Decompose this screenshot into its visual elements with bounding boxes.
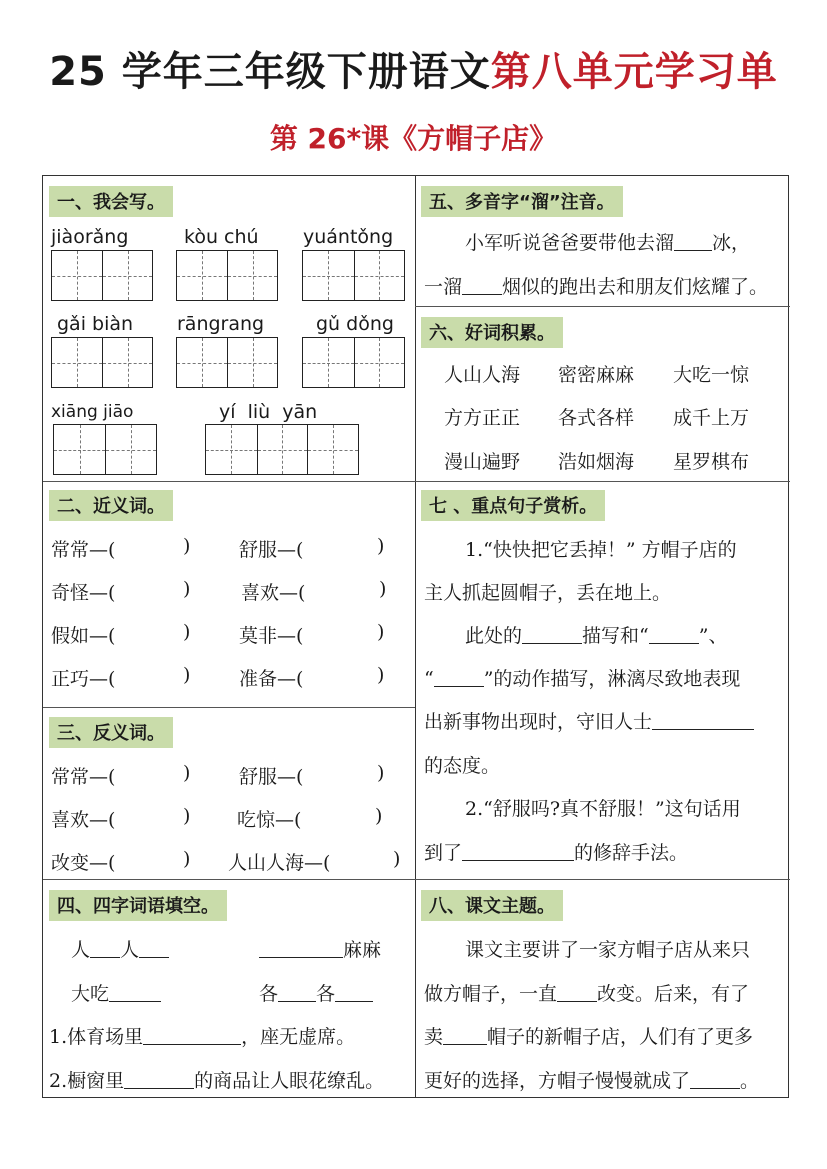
text-line: 2.“舒服吗?真不舒服！”这句话用	[465, 798, 741, 820]
synonym-item: 奇怪—(	[51, 582, 116, 604]
section-heading: 八、课文主题。	[421, 890, 563, 921]
writing-grid[interactable]	[53, 424, 157, 475]
section-heading: 四、四字词语填空。	[49, 890, 227, 921]
synonym-item: 常常—(	[51, 539, 116, 561]
idiom-blank: 大吃	[71, 979, 161, 1006]
word: 人山人海	[444, 364, 521, 386]
text-line: 做方帽子，一直 改变。后来，有了	[424, 983, 750, 1005]
word: 星罗棋布	[673, 451, 750, 473]
sentence-2: 2.橱窗里 的商品让人眼花缭乱。	[49, 1070, 385, 1092]
synonym-item: 舒服—(	[239, 539, 304, 561]
text-line: 课文主要讲了一家方帽子店从来只	[465, 939, 751, 961]
bracket-close: )	[377, 762, 385, 784]
bracket-close: )	[183, 762, 191, 784]
pinyin-label: rāngrang	[177, 313, 265, 335]
row-divider	[43, 707, 415, 708]
section-heading: 二、近义词。	[49, 490, 173, 521]
text-line: 卖 帽子的新帽子店，人们有了更多	[424, 1026, 754, 1048]
bracket-close: )	[183, 621, 191, 643]
pinyin-label: gǔ dǒng	[316, 313, 394, 335]
pinyin-label: jiàorǎng	[51, 226, 129, 248]
pinyin-label: yuántǒng	[303, 226, 394, 248]
section-heading: 七 、重点句子赏析。	[421, 490, 605, 521]
idiom-blank: 麻麻	[259, 935, 381, 962]
pinyin-label: kòu chú	[184, 226, 259, 248]
writing-grid[interactable]	[176, 337, 278, 388]
word: 成千上万	[673, 407, 750, 429]
worksheet-grid	[42, 175, 789, 1098]
antonym-item: 人山人海—(	[228, 852, 331, 874]
synonym-item: 假如—(	[51, 625, 116, 647]
synonym-item: 正巧—(	[51, 668, 116, 690]
bracket-close: )	[183, 664, 191, 686]
text-line: 出新事物出现时，守旧人士	[424, 707, 754, 734]
bracket-close: )	[379, 578, 387, 600]
section-heading: 五、多音字“溜”注音。	[421, 186, 623, 217]
section-heading: 三、反义词。	[49, 717, 173, 748]
bracket-close: )	[183, 805, 191, 827]
text-line: 到了 的修辞手法。	[424, 842, 689, 864]
synonym-item: 喜欢—(	[241, 582, 306, 604]
text-line: 一溜 烟似的跑出去和朋友们炫耀了。	[424, 276, 769, 298]
pinyin-label: gǎi biàn	[57, 313, 134, 335]
sentence-1: 1.体育场里 ，座无虚席。	[49, 1026, 356, 1048]
writing-grid[interactable]	[302, 250, 405, 301]
writing-grid[interactable]	[176, 250, 278, 301]
section-heading: 一、我会写。	[49, 186, 173, 217]
page-subtitle: 第 26*课《方帽子店》	[269, 122, 558, 155]
writing-grid[interactable]	[302, 337, 405, 388]
pinyin-label: xiāng jiāo	[51, 402, 134, 422]
writing-grid[interactable]	[51, 337, 153, 388]
bracket-close: )	[377, 535, 385, 557]
antonym-item: 改变—(	[51, 852, 116, 874]
row-divider	[43, 879, 790, 880]
bracket-close: )	[377, 621, 385, 643]
word: 大吃一惊	[673, 364, 750, 386]
writing-grid[interactable]	[205, 424, 359, 475]
bracket-close: )	[183, 848, 191, 870]
row-divider	[43, 481, 415, 482]
idiom-blank: 各 各	[259, 979, 373, 1006]
bracket-close: )	[183, 578, 191, 600]
word: 方方正正	[444, 407, 521, 429]
bracket-close: )	[393, 848, 401, 870]
text-line: 1.“快快把它丢掉！” 方帽子店的	[465, 539, 737, 561]
word: 浩如烟海	[558, 451, 635, 473]
antonym-item: 吃惊—(	[237, 809, 302, 831]
word: 密密麻麻	[558, 364, 635, 386]
synonym-item: 莫非—(	[239, 625, 304, 647]
antonym-item: 喜欢—(	[51, 809, 116, 831]
bracket-close: )	[377, 664, 385, 686]
text-line: 此处的 描写和“ ”、	[465, 625, 728, 647]
idiom-blank: 人 人	[71, 935, 169, 962]
bracket-close: )	[183, 535, 191, 557]
antonym-item: 舒服—(	[239, 766, 304, 788]
antonym-item: 常常—(	[51, 766, 116, 788]
text-line: “ ”的动作描写，淋漓尽致地表现	[424, 668, 741, 690]
text-line: 主人抓起圆帽子，丢在地上。	[424, 582, 672, 604]
row-divider	[415, 481, 790, 482]
word: 各式各样	[558, 407, 635, 429]
bracket-close: )	[375, 805, 383, 827]
row-divider	[415, 306, 790, 307]
text-line: 更好的选择，方帽子慢慢就成了 。	[424, 1070, 760, 1092]
writing-grid[interactable]	[51, 250, 153, 301]
section-heading: 六、好词积累。	[421, 317, 563, 348]
column-divider	[415, 176, 416, 1097]
text-line: 小军听说爸爸要带他去溜 冰，	[465, 232, 751, 254]
page-title: 25 学年三年级下册语文第八单元学习单	[49, 49, 778, 95]
pinyin-label: yí liù yān	[219, 401, 318, 423]
synonym-item: 准备—(	[239, 668, 304, 690]
word: 漫山遍野	[444, 451, 521, 473]
text-line: 的态度。	[424, 755, 501, 777]
